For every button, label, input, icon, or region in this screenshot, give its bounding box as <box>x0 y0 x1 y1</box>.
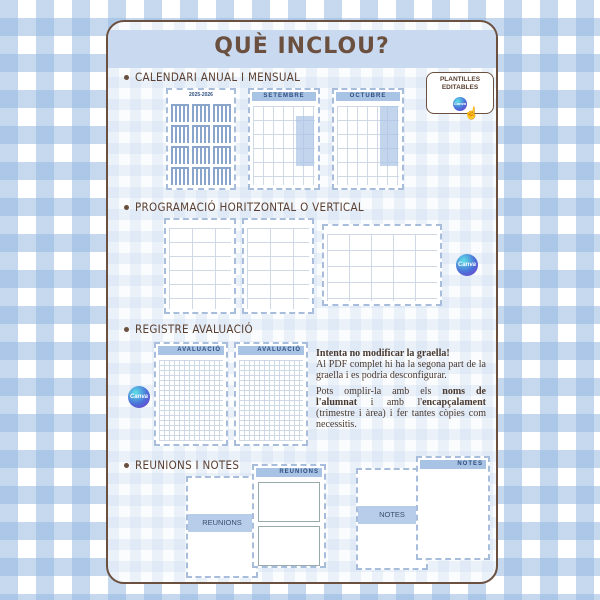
section-reunions <box>124 458 239 472</box>
month-header: OCTUBRE <box>336 92 400 101</box>
eval-grid <box>239 360 303 441</box>
month-sheet-octubre <box>332 88 404 190</box>
section-title: REGISTRE AVALUACIÓ <box>135 322 253 336</box>
mini-calendars <box>171 104 231 185</box>
eval-header: AVALUACIÓ <box>238 346 304 355</box>
page-title: QUÈ INCLOU? <box>214 34 390 59</box>
bullet-icon <box>124 205 129 210</box>
paragraph-2: Pots omplir-la amb els noms de l'alumnat i amb l'encapçalament (trimestre i àrea) i fer tantes còpies com necessitis. <box>316 386 486 430</box>
horizontal-plan-sheet <box>322 224 442 306</box>
reunions-header: REUNIONS <box>256 468 322 477</box>
section-title: REUNIONS I NOTES <box>135 458 240 472</box>
notes-sheet <box>416 456 490 560</box>
editable-templates-badge[interactable] <box>426 72 494 114</box>
month-sheet-setembre <box>248 88 320 190</box>
eval-sheet-2 <box>234 342 308 446</box>
plan-grid <box>327 234 437 301</box>
canva-logo-icon: Canva <box>453 97 467 111</box>
cursor-icon: ☝ <box>464 106 479 120</box>
section-title: CALENDARI ANUAL I MENSUAL <box>135 70 301 84</box>
eval-grid <box>159 360 223 441</box>
reunions-sheet <box>252 464 326 568</box>
year-range: 2025-2026 <box>189 92 213 98</box>
bullet-icon <box>124 75 129 80</box>
section-registre <box>124 322 253 336</box>
notes-header: NOTES <box>420 460 486 469</box>
section-programacio <box>124 200 364 214</box>
bullet-icon <box>124 463 129 468</box>
meeting-box-1 <box>258 482 320 522</box>
eval-header: AVALUACIÓ <box>158 346 224 355</box>
canva-logo-icon: Canva <box>456 254 478 276</box>
plan-grid <box>247 228 309 309</box>
weekend-column <box>296 116 314 166</box>
badge-line2: EDITABLES <box>441 84 479 91</box>
badge-line1: PLANTILLES <box>439 76 481 83</box>
vertical-plan-sheet-1 <box>164 218 236 314</box>
notes-tag: NOTES <box>358 506 426 524</box>
content-card <box>106 20 498 584</box>
section-title: PROGRAMACIÓ HORITZONTAL O VERTICAL <box>135 200 364 214</box>
instructions-text <box>316 348 486 435</box>
vertical-plan-sheet-2 <box>242 218 314 314</box>
bullet-icon <box>124 327 129 332</box>
warning-text: Intenta no modificar la graella! <box>316 348 450 359</box>
section-calendari <box>124 70 300 84</box>
reunions-tag: REUNIONS <box>188 514 256 532</box>
annual-calendar-sheet <box>166 88 236 190</box>
plan-grid <box>169 228 231 309</box>
reunions-cover-sheet <box>186 476 258 578</box>
eval-sheet-1 <box>154 342 228 446</box>
weekend-column <box>380 106 398 166</box>
canva-logo-icon: Canva <box>128 386 150 408</box>
paragraph-1: Al PDF complet hi ha la segona part de la graella i es podria desconfigurar. <box>316 359 486 381</box>
month-header: SETEMBRE <box>252 92 316 101</box>
meeting-box-2 <box>258 526 320 566</box>
